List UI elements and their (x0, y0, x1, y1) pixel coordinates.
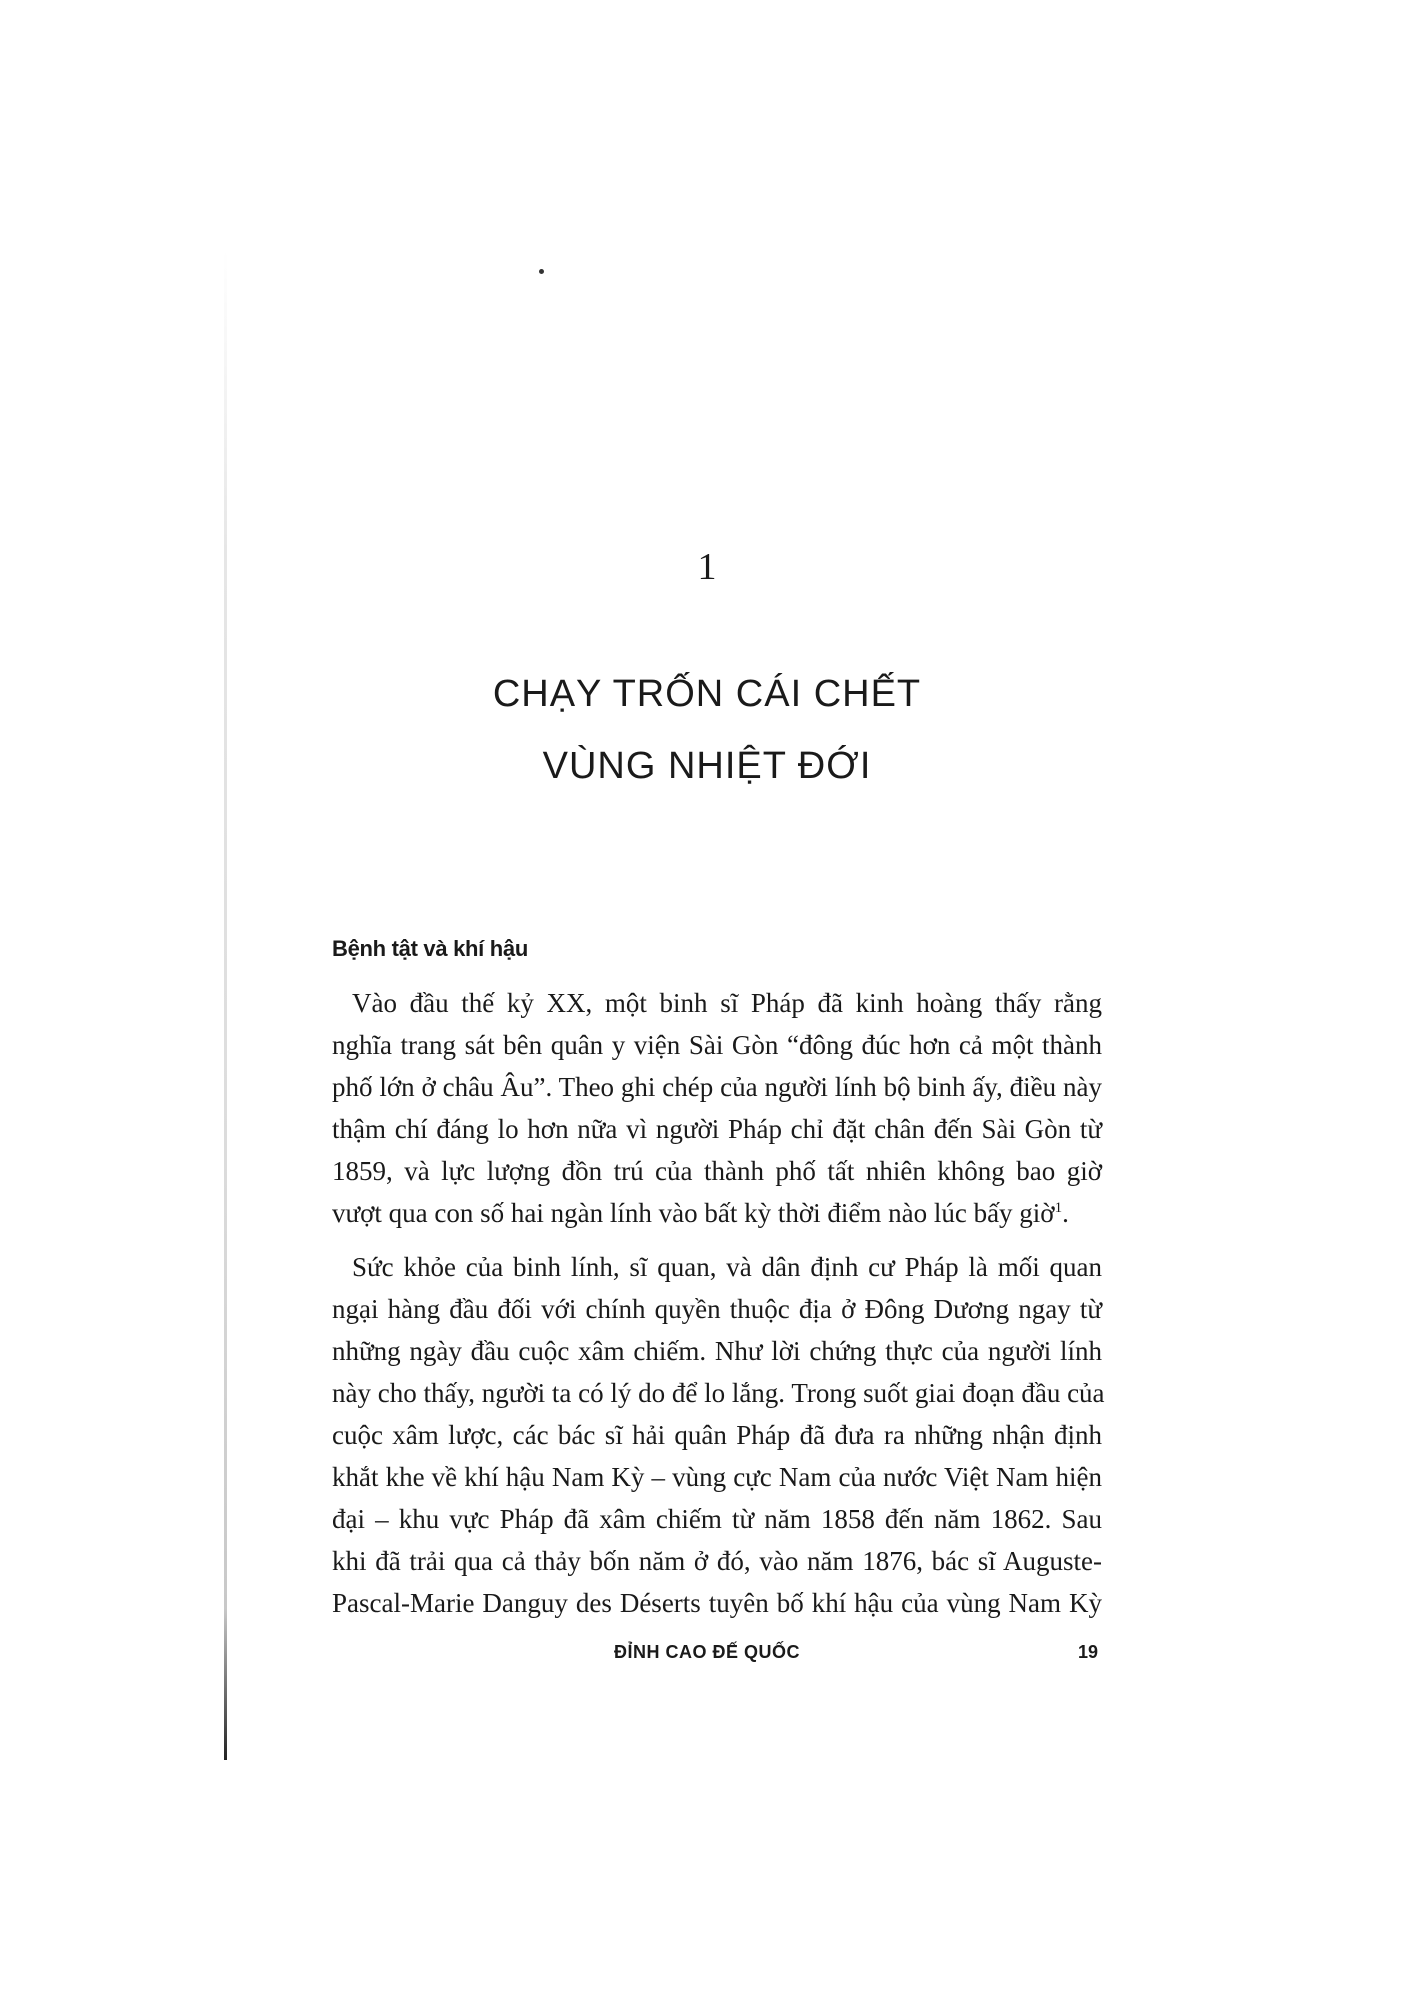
footnote-ref[interactable]: 1 (1054, 1200, 1063, 1216)
chapter-title-line-1: CHẠY TRỐN CÁI CHẾT (492, 673, 922, 715)
text-line: những ngày đầu cuộc xâm chiếm. Như lời chứng thực của người lính (332, 1336, 1102, 1366)
chapter-number (0, 548, 1414, 586)
body-text (332, 982, 1105, 1636)
chapter-number-text: 1 (697, 546, 717, 588)
running-footer-title: ĐỈNH CAO ĐẾ QUỐC (613, 1642, 800, 1662)
text-line-last (332, 1192, 1102, 1234)
text-line: thậm chí đáng lo hơn nữa vì người Pháp chỉ đặt chân đến Sài Gòn từ (332, 1114, 1102, 1144)
text-line: phố lớn ở châu Âu”. Theo ghi chép của người lính bộ binh ấy, điều này (332, 1072, 1102, 1102)
page-edge-shadow (224, 250, 227, 1760)
text-line: này cho thấy, người ta có lý do để lo lắng. Trong suốt giai đoạn đầu của (332, 1378, 1105, 1408)
sentence-end: . (1062, 1198, 1069, 1228)
text-line: khi đã trải qua cả thảy bốn năm ở đó, vào năm 1876, bác sĩ Auguste- (332, 1546, 1102, 1576)
text-line: Pascal-Marie Danguy des Déserts tuyên bố khí hậu của vùng Nam Kỳ (332, 1588, 1102, 1618)
text-line: Vào đầu thế kỷ XX, một binh sĩ Pháp đã kinh hoàng thấy rằng (352, 988, 1102, 1018)
paragraph-2 (332, 1246, 1105, 1624)
text-line: cuộc xâm lược, các bác sĩ hải quân Pháp đã đưa ra những nhận định (332, 1420, 1102, 1450)
print-speck (539, 269, 544, 274)
chapter-title (0, 658, 1414, 802)
text-line: ngại hàng đầu đối với chính quyền thuộc địa ở Đông Dương ngay từ (332, 1294, 1102, 1324)
page-number: 19 (1078, 1642, 1099, 1662)
text-line: khắt khe về khí hậu Nam Kỳ – vùng cực Nam của nước Việt Nam hiện (332, 1462, 1102, 1492)
text-line: Sức khỏe của binh lính, sĩ quan, và dân định cư Pháp là mối quan (352, 1252, 1102, 1282)
text-line: nghĩa trang sát bên quân y viện Sài Gòn “đông đúc hơn cả một thành (332, 1030, 1102, 1060)
text-line-content: vượt qua con số hai ngàn lính vào bất kỳ thời điểm nào lúc bấy giờ (332, 1198, 1055, 1228)
section-heading: Bệnh tật và khí hậu (332, 936, 529, 961)
text-line: 1859, và lực lượng đồn trú của thành phố tất nhiên không bao giờ (332, 1156, 1102, 1186)
text-line: đại – khu vực Pháp đã xâm chiếm từ năm 1858 đến năm 1862. Sau (332, 1504, 1102, 1534)
paragraph-1 (332, 982, 1102, 1234)
chapter-title-line-2: VÙNG NHIỆT ĐỚI (542, 745, 872, 787)
